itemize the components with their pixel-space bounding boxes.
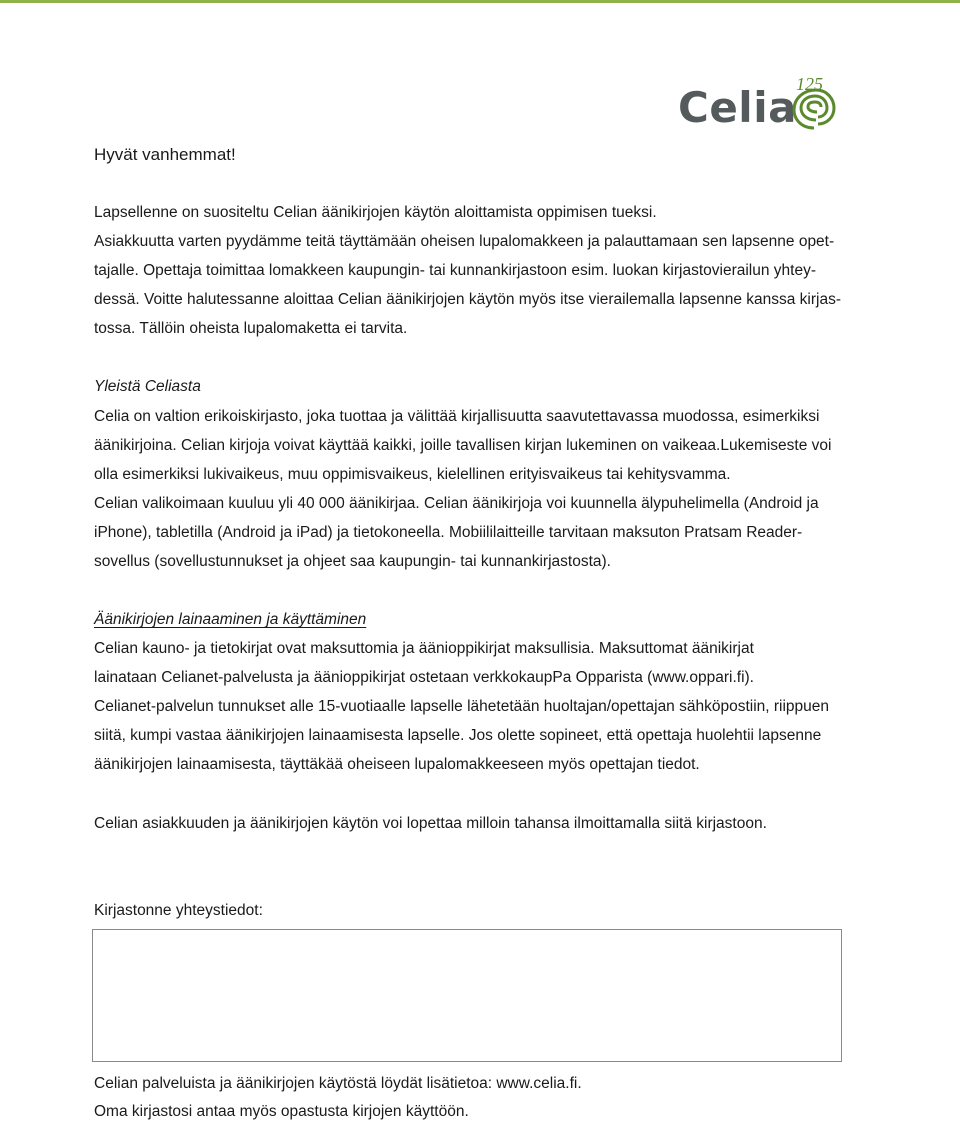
greeting: Hyvät vanhemmat!	[94, 145, 236, 164]
section1-line: iPhone), tabletilla (Android ja iPad) ja tietokoneella. Mobiililaitteille tarvitaan maksuton Pratsam Reader-	[94, 524, 803, 541]
contact-label: Kirjastonne yhteystiedot:	[94, 902, 263, 919]
termination-note: Celian asiakkuuden ja äänikirjojen käytön voi lopettaa milloin tahansa ilmoittamalla siitä kirjastoon.	[94, 815, 767, 832]
section2-line: Celian kauno- ja tietokirjat ovat maksuttomia ja äänioppikirjat maksullisia. Maksuttomat äänikirjat	[94, 640, 754, 657]
intro-line: Lapsellenne on suositeltu Celian äänikirjojen käytön aloittamista oppimisen tueksi.	[94, 204, 657, 221]
logo-anniversary-number: 125	[796, 74, 823, 94]
footer-line: Celian palveluista ja äänikirjojen käytöstä löydät lisätietoa: www.celia.fi.	[94, 1075, 582, 1092]
section1-line: olla esimerkiksi lukivaikeus, muu oppimisvaikeus, kielellinen erityisvaikeus tai kehitysvamma.	[94, 466, 731, 483]
section2-line: Celianet-palvelun tunnukset alle 15-vuotiaalle lapselle lähetetään huoltajan/opettajan sähköpostiin, riippuen	[94, 698, 830, 715]
top-rule	[0, 0, 960, 3]
section1-line: äänikirjoina. Celian kirjoja voivat käyttää kaikki, joille tavallisen kirjan lukeminen on vaikeaa.Lukemiseste voi	[94, 437, 832, 454]
celia-swirl-logo-icon	[790, 82, 838, 134]
section1-line: Celian valikoimaan kuuluu yli 40 000 äänikirjaa. Celian äänikirjoja voi kuunnella älypuhelimella (Android ja	[94, 495, 819, 512]
section1-line: Celia on valtion erikoiskirjasto, joka tuottaa ja välittää kirjallisuutta saavutettavassa muodossa, esimerkiksi	[94, 408, 820, 425]
footer-line: Oma kirjastosi antaa myös opastusta kirjojen käyttöön.	[94, 1103, 469, 1120]
intro-line: dessä. Voitte halutessanne aloittaa Celian äänikirjojen käytön myös itse vierailemalla lapsenne kanssa kirjas-	[94, 291, 841, 308]
section2-line: äänikirjojen lainaamisesta, täyttäkää oheiseen lupalomakkeeseen myös opettajan tiedot.	[94, 756, 700, 773]
section2-line: siitä, kumpi vastaa äänikirjojen lainaamisesta lapselle. Jos olette sopineet, että opettaja huolehtii lapsenne	[94, 727, 822, 744]
library-contact-box[interactable]	[92, 929, 842, 1062]
intro-line: tajalle. Opettaja toimittaa lomakkeen kaupungin- tai kunnankirjastoon esim. luokan kirjastovierailun yhtey-	[94, 262, 816, 279]
section-heading-celia: Yleistä Celiasta	[94, 378, 201, 395]
intro-line: Asiakkuutta varten pyydämme teitä täyttämään oheisen lupalomakkeen ja palauttamaan sen lapsenne opet-	[94, 233, 835, 250]
logo-wordmark: Celia	[678, 83, 797, 132]
intro-line: tossa. Tällöin oheista lupalomaketta ei tarvita.	[94, 320, 408, 337]
celia-logo	[678, 74, 838, 136]
section1-line: sovellus (sovellustunnukset ja ohjeet saa kaupungin- tai kunnankirjastosta).	[94, 553, 611, 570]
section-heading-lending: Äänikirjojen lainaaminen ja käyttäminen	[94, 611, 367, 628]
section2-line: lainataan Celianet-palvelusta ja äänioppikirjat ostetaan verkkokaupPa Opparista (www.oppari.fi).	[94, 669, 754, 686]
